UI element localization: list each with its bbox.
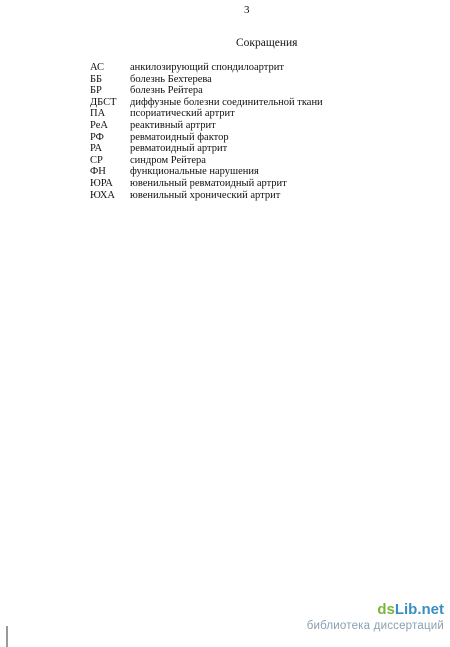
logo-lib-part: Lib.net: [394, 601, 444, 618]
dslib-watermark: [307, 601, 444, 633]
abbreviation-code: ДБСТ: [90, 96, 117, 108]
abbreviation-description: диффузные болезни соединительной ткани: [130, 96, 323, 108]
logo-ds-part: ds: [377, 601, 395, 618]
abbreviation-code: ЮХА: [90, 189, 116, 201]
abbreviation-description: ювенильный хронический артрит: [130, 189, 281, 201]
abbreviation-description: псориатический артрит: [130, 108, 235, 120]
abbreviation-description: анкилозирующий спондилоартрит: [130, 62, 284, 73]
abbreviation-code: ФН: [90, 166, 106, 178]
abbreviation-code: РеА: [90, 119, 108, 131]
dslib-logo: [307, 601, 444, 619]
abbreviation-description: ревматоидный артрит: [130, 143, 228, 155]
scan-edge-mark: [6, 626, 8, 647]
abbreviation-description: болезнь Бехтерева: [130, 73, 212, 85]
section-heading: Сокращения: [236, 37, 298, 49]
abbreviation-code: ЮРА: [90, 177, 113, 189]
page-number: 3: [244, 4, 250, 16]
abbreviation-description: ювенильный ревматоидный артрит: [130, 177, 287, 189]
abbreviation-code: БР: [90, 85, 102, 97]
abbreviation-description: ревматоидный фактор: [130, 131, 229, 143]
abbreviation-description: реактивный артрит: [130, 119, 216, 131]
abbreviation-code: РА: [90, 143, 103, 155]
abbreviation-code: РФ: [90, 131, 104, 143]
abbreviation-description: функциональные нарушения: [130, 166, 259, 178]
watermark-subtitle: библиотека диссертаций: [306, 620, 444, 632]
abbreviation-description: синдром Рейтера: [130, 154, 206, 166]
abbreviation-code: ББ: [90, 73, 103, 85]
abbreviation-code: ПА: [90, 108, 106, 120]
abbreviation-code: СР: [90, 154, 103, 166]
abbreviation-code: АС: [90, 62, 105, 73]
abbreviation-description: болезнь Рейтера: [130, 85, 203, 97]
